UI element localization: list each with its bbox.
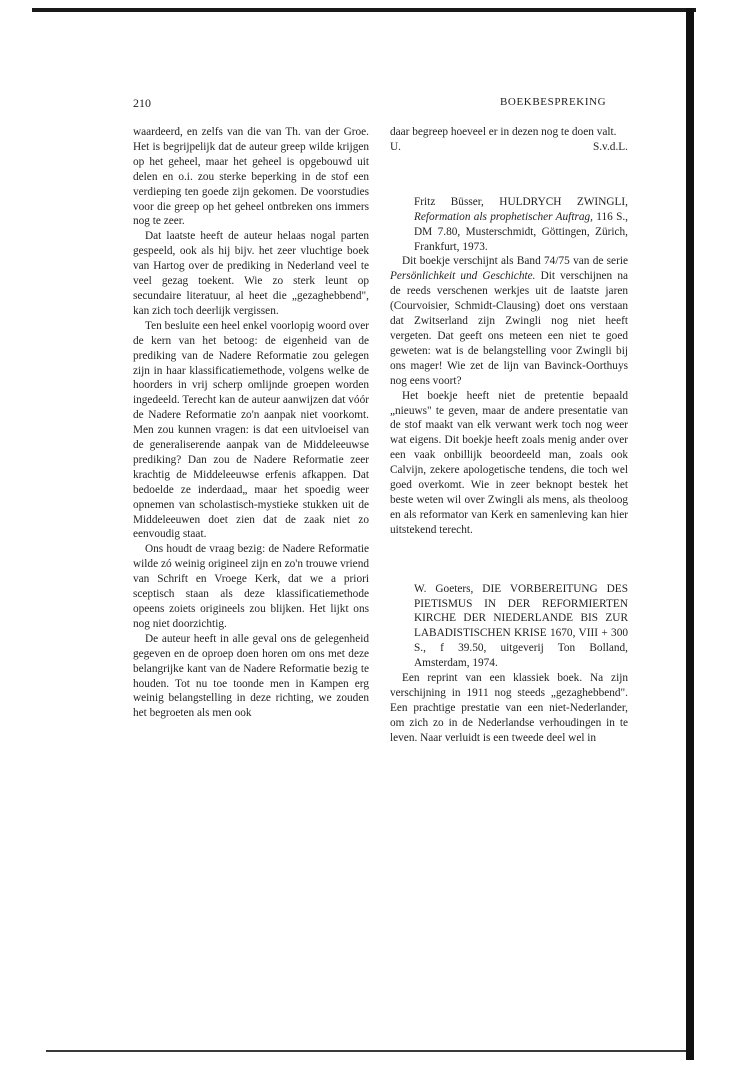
paragraph: daar begreep hoeveel er in dezen nog te doen valt. [390,126,617,138]
book-reference-goeters: W. Goeters, DIE VORBEREITUNG DES PIETISMUS IN DER REFORMIERTEN KIRCHE DER NIEDERLANDE BIS ZUR LABADISTISCHEN KRISE 1670, VIII + 300 S., f 39.50, uitgeverij Ton Bolland, Amsterdam, 1974. [414,582,628,670]
paragraph: waardeerd, en zelfs van die van Th. van der Groe. Het is begrijpelijk dat de auteur greep wilde krijgen op het geheel, maar het geheel is opgebouwd uit delen en o.i. zou sterke beperking in de stof een verdieping ten goede zijn gekomen. De voorstudies voor die greep op het geheel ontbreken ons immers nog te zeer. [133,126,369,228]
paragraph: De auteur heeft in alle geval ons de gelegenheid gegeven en de oproep doen horen om ons met deze belangrijke kant van de Nadere Reformatie bezig te houden. Tot nu toe toonde men in Kampen erg weinig belangstelling in deze richting, we zouden het begroeten als men ook [133,632,369,720]
scan-border-right [686,8,694,1060]
paragraph: Ten besluite een heel enkel voorlopig woord over de kern van het betoog: de eigenheid van de prediking van de Nadere Reformatie zou gelegen zijn in haar klassificatiemethode, volgens welke de hoorders in vrij scherp omlijnde groepen worden ingedeeld. Terecht kan de auteur aanwijzen dat vóór de Nadere Reformatie zo'n aanpak niet voorkomt. Men zou kunnen vragen: is dat een uitvloeisel van de generaliserende aanpak van de Middeleeuwse prediking? Dan zou de Nadere Reformatie zeer krachtig de Middeleeuwse erfenis afkappen. Dat bedoelde ze inderdaad„ maar het spoedig weer opnemen van scholastisch-mystieke stukken uit de Middeleeuwen doet zien dat de zaak niet zo eenvoudig staat. [133,319,369,541]
paragraph: Dat laatste heeft de auteur helaas nogal parten gespeeld, ook als hij bijv. het zeer vluchtige boek van Hartog over de prediking in Nederland veel te veel gezag toekent. Wie zo sterk leunt op secundaire literatuur, al heet die „gezaghebbend", kan zich toch deerlijk vergissen. [133,230,369,317]
running-head: BOEKBESPREKING [500,96,607,108]
left-column [133,125,369,721]
paragraph: Dit boekje verschijnt als Band 74/75 van de serie Persönlichkeit und Geschichte. Dit verschijnen na de reeds verschenen werkjes uit de laatste jaren (Courvoisier, Schmidt-Clausing) doet ons verstaan dat Zwitserland zijn Zwingli nog niet heeft vergeten. Dat geeft ons meteen een niet te goed geweten: wat is de belangstelling voor Zwingli bij ons mager! Wie zet de lijn van Bavinck-Oorthuys nog eens voort? [390,255,628,387]
right-column [390,125,628,746]
scan-border-top [32,8,696,12]
paragraph: Een reprint van een klassiek boek. Na zijn verschijning in 1911 nog steeds „gezaghebbend". Een prachtige prestatie van een niet-Nederlander, om zich zo in de Nederlandse verhoudingen in te leven. Naar verluidt is een tweede deel wel in [390,672,628,744]
paragraph: Ons houdt de vraag bezig: de Nadere Reformatie wilde zó weinig origineel zijn en zo'n trouwe vriend van Schrift en Vroege Kerk, dat we a priori sceptisch staan als deze klassificatiemethode opeens zoiets origineels zou blijken. Het lijkt ons nog niet doorzichtig. [133,543,369,630]
signature-left: U. [390,140,401,153]
scan-border-bottom [46,1050,686,1052]
series-title: Persönlichkeit und Geschichte. [390,270,536,283]
signature-right: S.v.d.L. [592,140,628,153]
review-signature [390,140,628,155]
page-number: 210 [133,96,151,110]
paragraph: Het boekje heeft niet de pretentie bepaald „nieuws" te geven, maar de andere presentatie van de stof maakt van elk verwant werk toch nog weer wat eigens. Dit boekje heeft zoals menig ander over een vaak onbillijk beoordeeld man, zoals ook Calvijn, zekere apologetische tendens, die toch wel goed overkomt. Wie in zeer beknopt bestek het beste weten wil over Zwingli als mens, als theoloog en als reformator van Kerk en samenleving kan hier uitstekend terecht. [390,389,628,536]
book-subtitle: Reformation als prophetischer Auftrag, [414,210,593,223]
book-reference-zwingli: Fritz Büsser, HULDRYCH ZWINGLI, Reformation als prophetischer Auftrag, 116 S., DM 7.80, Musterschmidt, Göttingen, Zürich, Frankfurt, 1973. [414,195,629,253]
